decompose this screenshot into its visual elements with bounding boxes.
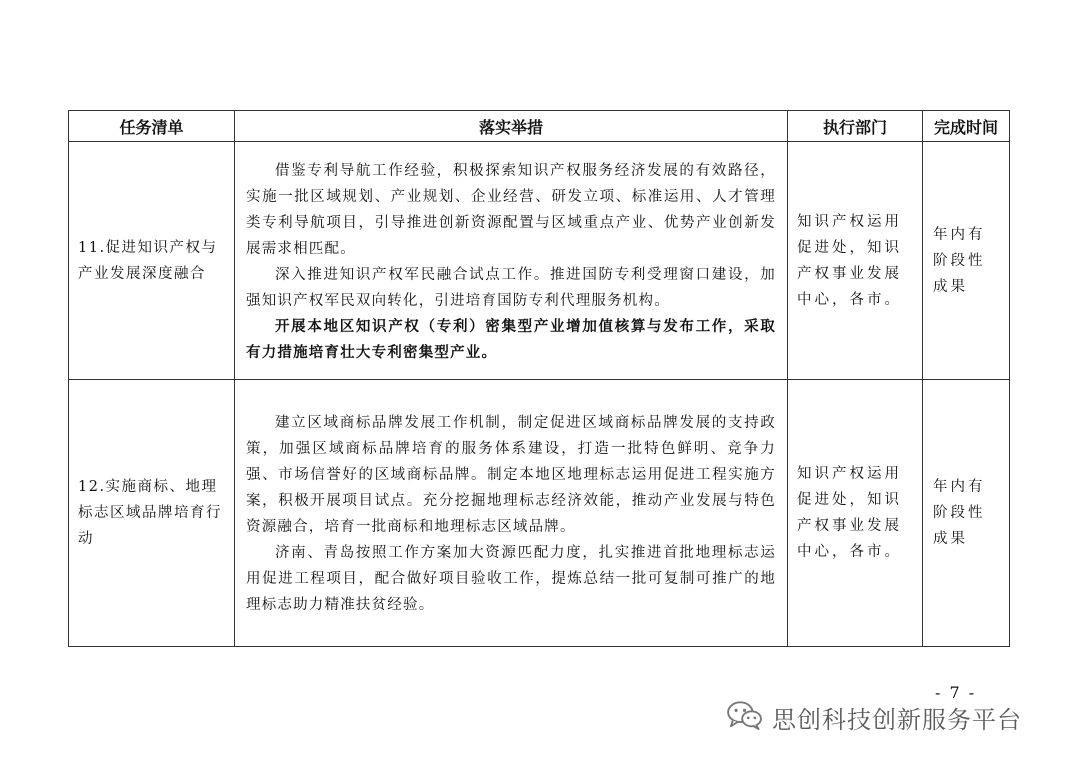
- measures-cell: [235, 380, 788, 647]
- header-measures: 落实举措: [235, 111, 788, 142]
- measure-paragraph: 开展本地区知识产权（专利）密集型产业增加值核算与发布工作，采取有力措施培育壮大专利密集型产业。: [246, 317, 776, 361]
- measure-paragraph: 建立区域商标品牌发展工作机制，制定促进区域商标品牌发展的支持政策，加强区域商标品牌培育的服务体系建设，打造一批特色鲜明、竞争力强、市场信誉好的区域商标品牌。制定本地区地理标志运用促进工程实施方案，积极开展项目试点。充分挖掘地理标志经济效能，推动产业发展与特色资源融合，培育一批商标和地理标志区域品牌。: [246, 415, 776, 535]
- table-row: [69, 142, 1010, 380]
- task-cell: 11.促进知识产权与产业发展深度融合: [69, 142, 235, 380]
- header-task-list: 任务清单: [69, 111, 235, 142]
- measures-cell: [235, 142, 788, 380]
- measure-paragraph: 济南、青岛按照工作方案加大资源匹配力度，扎实推进首批地理标志运用促进工程项目，配合做好项目验收工作，提炼总结一批可复制可推广的地理标志助力精准扶贫经验。: [246, 545, 776, 613]
- department-cell: 知识产权运用促进处，知识产权事业发展中心，各市。: [788, 142, 923, 380]
- deadline-cell: 年内有阶段性成果: [923, 380, 1010, 647]
- table-row: [69, 380, 1010, 647]
- measure-paragraph: 深入推进知识产权军民融合试点工作。推进国防专利受理窗口建设，加强知识产权军民双向转化，引进培育国防专利代理服务机构。: [246, 266, 776, 309]
- header-deadline: 完成时间: [923, 111, 1010, 142]
- department-cell: 知识产权运用促进处，知识产权事业发展中心，各市。: [788, 380, 923, 647]
- watermark-text: 思创科技创新服务平台: [772, 705, 1022, 734]
- watermark: [726, 701, 1022, 733]
- deadline-cell: 年内有阶段性成果: [923, 142, 1010, 380]
- task-cell: 12.实施商标、地理标志区域品牌培育行动: [69, 380, 235, 647]
- table-header-row: [69, 111, 1010, 142]
- wechat-icon: [726, 700, 764, 734]
- header-department: 执行部门: [788, 111, 923, 142]
- task-table: [68, 110, 1010, 647]
- measure-paragraph: 借鉴专利导航工作经验，积极探索知识产权服务经济发展的有效路径，实施一批区域规划、产业规划、企业经营、研发立项、标准运用、人才管理类专利导航项目，引导推进创新资源配置与区域重点产业、优势产业创新发展需求相匹配。: [246, 162, 776, 257]
- page-number: - 7 -: [935, 683, 977, 702]
